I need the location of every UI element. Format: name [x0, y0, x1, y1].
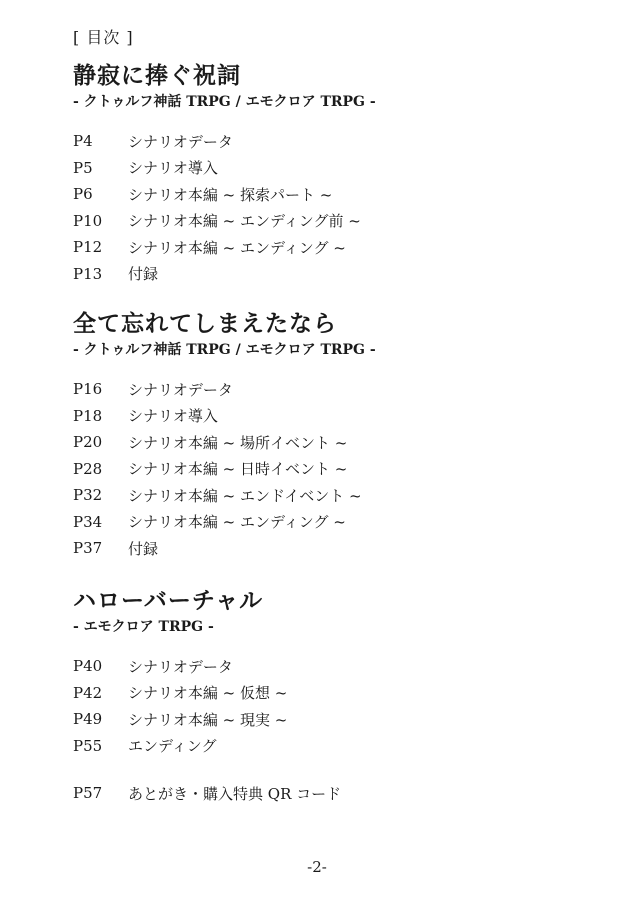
entry-page-number: P40	[73, 657, 103, 676]
toc-entry	[73, 680, 573, 707]
toc-entry-list	[73, 653, 573, 807]
entry-title: シナリオデータ	[128, 657, 233, 676]
page-number: -2-	[307, 858, 327, 876]
section-title: ハローバーチャル	[73, 587, 264, 614]
entry-title: シナリオ本編 ~ エンディング ~	[128, 513, 346, 532]
entry-page-number: P32	[73, 486, 103, 505]
entry-title: シナリオ導入	[128, 159, 218, 178]
toc-entry	[73, 208, 573, 235]
toc-entry	[73, 181, 573, 208]
entry-title: シナリオ本編 ~ エンディング ~	[128, 238, 346, 257]
entry-page-number: P12	[73, 238, 103, 257]
toc-entry	[73, 234, 573, 261]
toc-entry	[73, 128, 573, 155]
entry-page-number: P4	[73, 132, 93, 151]
toc-entry	[73, 155, 573, 182]
section-seijaku	[73, 62, 573, 287]
entry-page-number: P57	[73, 784, 103, 803]
toc-entry-list	[73, 376, 573, 562]
toc-entry	[73, 733, 573, 760]
section-subtitle: - クトゥルフ神話 TRPG / エモクロア TRPG -	[73, 94, 376, 110]
toc-entry	[73, 376, 573, 403]
section-subete	[73, 310, 573, 562]
toc-entry	[73, 509, 573, 536]
entry-page-number: P37	[73, 539, 103, 558]
entry-title: 付録	[128, 539, 159, 558]
entry-title: シナリオ本編 ~ エンディング前 ~	[128, 212, 361, 231]
toc-entry	[73, 456, 573, 483]
section-subtitle: - エモクロア TRPG -	[73, 619, 214, 635]
entry-page-number: P6	[73, 185, 93, 204]
entry-page-number: P28	[73, 459, 103, 478]
entry-title: シナリオ本編 ~ 現実 ~	[128, 710, 288, 729]
entry-page-number: P55	[73, 736, 103, 755]
toc-entry	[73, 482, 573, 509]
entry-title: シナリオ導入	[128, 407, 218, 426]
toc-entry-list	[73, 128, 573, 287]
entry-title: シナリオ本編 ~ エンドイベント ~	[128, 486, 362, 505]
entry-title: シナリオ本編 ~ 日時イベント ~	[128, 460, 348, 479]
toc-entry	[73, 535, 573, 562]
entry-title: エンディング	[128, 737, 217, 756]
section-title: 全て忘れてしまえたなら	[73, 310, 337, 337]
entry-title: シナリオデータ	[128, 380, 233, 399]
entry-page-number: P16	[73, 380, 103, 399]
entry-page-number: P20	[73, 433, 103, 452]
entry-page-number: P18	[73, 406, 103, 425]
entry-page-number: P5	[73, 158, 93, 177]
entry-page-number: P34	[73, 512, 103, 531]
toc-entry	[73, 261, 573, 288]
entry-title: あとがき・購入特典 QR コード	[128, 784, 342, 803]
entry-page-number: P10	[73, 211, 103, 230]
toc-heading: [ 目次 ]	[73, 28, 134, 47]
entry-title: 付録	[128, 265, 159, 284]
entry-page-number: P49	[73, 710, 103, 729]
entry-title: シナリオデータ	[128, 132, 233, 151]
toc-entry	[73, 780, 573, 807]
toc-entry	[73, 403, 573, 430]
section-subtitle: - クトゥルフ神話 TRPG / エモクロア TRPG -	[73, 342, 376, 358]
toc-entry	[73, 706, 573, 733]
entry-title: シナリオ本編 ~ 探索パート ~	[128, 185, 333, 204]
entry-title: シナリオ本編 ~ 場所イベント ~	[128, 433, 348, 452]
entry-page-number: P13	[73, 264, 103, 283]
section-title: 静寂に捧ぐ祝詞	[73, 62, 241, 89]
toc-entry	[73, 429, 573, 456]
section-hello-virtual	[73, 587, 573, 807]
toc-entry	[73, 653, 573, 680]
entry-page-number: P42	[73, 683, 103, 702]
entry-title: シナリオ本編 ~ 仮想 ~	[128, 684, 288, 703]
